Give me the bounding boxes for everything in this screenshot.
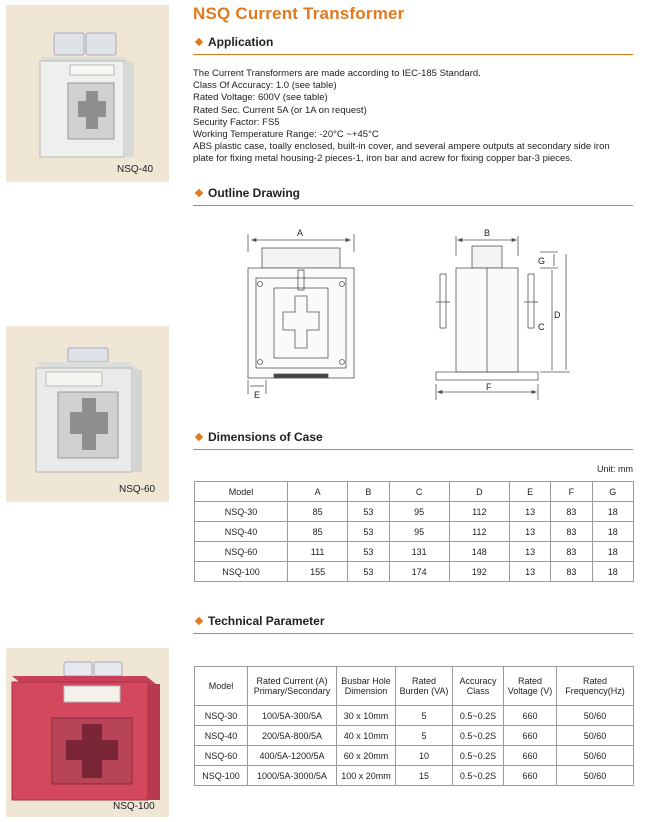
table-cell: 200/5A-800/5A <box>248 726 337 746</box>
table-cell: 660 <box>504 746 557 766</box>
photo-caption-nsq-60: NSQ-60 <box>119 484 156 495</box>
table-header-cell <box>248 667 337 706</box>
current-transformer-icon <box>6 648 169 817</box>
table-header-text: Burden (VA) <box>399 686 449 696</box>
table-cell: 50/60 <box>557 746 634 766</box>
section-divider <box>193 449 633 450</box>
product-photo-column <box>0 0 175 817</box>
application-line: Working Temperature Range: -20°C ~+45°C <box>193 129 379 141</box>
table-cell: 192 <box>449 562 509 582</box>
dimension-label-a: A <box>297 228 304 238</box>
table-cell: 83 <box>551 522 592 542</box>
section-divider <box>193 54 633 55</box>
table-header-text: Rated <box>582 676 608 686</box>
section-heading-text: Application <box>208 35 274 49</box>
product-photo-nsq-100 <box>6 648 169 817</box>
dimension-label-d: D <box>554 310 561 320</box>
application-line: plate for fixing metal housing-2 pieces-1, iron bar and acrew for fixing copper bar-3 pieces. <box>193 153 573 165</box>
table-header-text: Busbar Hole <box>341 676 391 686</box>
table-cell: 660 <box>504 706 557 726</box>
table-header-cell: F <box>551 482 592 502</box>
table-cell: 13 <box>509 502 550 522</box>
application-line: Rated Voltage: 600V (see table) <box>193 92 328 104</box>
section-heading-text: Dimensions of Case <box>208 430 323 444</box>
table-cell: 50/60 <box>557 726 634 746</box>
table-cell: 112 <box>449 502 509 522</box>
table-header-text: Model <box>208 681 234 691</box>
table-cell: 18 <box>592 542 633 562</box>
table-header-row <box>195 482 634 502</box>
table-cell: 53 <box>348 542 389 562</box>
application-text <box>193 68 643 166</box>
table-cell: 1000/5A-3000/5A <box>248 766 337 786</box>
table-cell: 83 <box>551 562 592 582</box>
table-cell: 18 <box>592 502 633 522</box>
table-header-cell: Model <box>195 482 288 502</box>
table-cell: 30 x 10mm <box>337 706 396 726</box>
table-header-cell <box>396 667 453 706</box>
table-cell: 660 <box>504 766 557 786</box>
table-cell: 13 <box>509 562 550 582</box>
table-header-row <box>195 667 634 706</box>
dimension-label-e: E <box>254 390 261 400</box>
table-cell: 112 <box>449 522 509 542</box>
section-heading-text: Technical Parameter <box>208 614 325 628</box>
table-cell: 100 x 20mm <box>337 766 396 786</box>
application-line: The Current Transformers are made according to IEC-185 Standard. <box>193 68 481 79</box>
table-header-text: Frequency(Hz) <box>565 686 625 696</box>
section-heading-text: Outline Drawing <box>208 186 301 200</box>
table-header-cell: C <box>389 482 449 502</box>
table-cell: 83 <box>551 542 592 562</box>
table-cell: 13 <box>509 522 550 542</box>
table-cell: 0.5~0.2S <box>453 746 504 766</box>
section-heading-technical <box>193 614 633 628</box>
current-transformer-icon <box>6 326 169 502</box>
table-header-cell <box>557 667 634 706</box>
photo-caption-nsq-100: NSQ-100 <box>113 801 155 812</box>
table-header-cell <box>504 667 557 706</box>
table-cell: 60 x 20mm <box>337 746 396 766</box>
table-header-cell <box>337 667 396 706</box>
table-cell: NSQ-30 <box>195 706 248 726</box>
table-row <box>195 542 634 562</box>
dimension-label-b: B <box>484 228 491 238</box>
photo-caption-nsq-40: NSQ-40 <box>117 164 154 175</box>
application-line: Class Of Accuracy: 1.0 (see table) <box>193 80 337 92</box>
table-cell: NSQ-30 <box>195 502 288 522</box>
section-heading-dimensions <box>193 430 633 444</box>
dimension-label-f: F <box>486 382 492 392</box>
outline-drawing <box>240 222 580 407</box>
table-cell: 155 <box>288 562 348 582</box>
product-photo-nsq-60 <box>6 326 169 502</box>
table-cell: 5 <box>396 706 453 726</box>
product-photo-nsq-40 <box>6 5 169 182</box>
table-cell: 53 <box>348 502 389 522</box>
section-divider <box>193 205 633 206</box>
diamond-bullet-icon <box>195 189 203 197</box>
table-cell: 50/60 <box>557 766 634 786</box>
application-line: Rated Sec. Current 5A (or 1A on request) <box>193 104 367 116</box>
table-cell: 148 <box>449 542 509 562</box>
section-heading-application <box>193 35 633 49</box>
table-header-text: Rated <box>411 676 437 686</box>
table-cell: NSQ-40 <box>195 726 248 746</box>
table-cell: 53 <box>348 522 389 542</box>
table-cell: 50/60 <box>557 706 634 726</box>
table-row <box>195 522 634 542</box>
application-line: Security Factor: FS5 <box>193 116 280 128</box>
table-header-cell: G <box>592 482 633 502</box>
table-cell: 174 <box>389 562 449 582</box>
table-cell: 100/5A-300/5A <box>248 706 337 726</box>
table-cell: 5 <box>396 726 453 746</box>
table-row <box>195 502 634 522</box>
table-row <box>195 706 634 726</box>
table-cell: 40 x 10mm <box>337 726 396 746</box>
table-header-cell: E <box>509 482 550 502</box>
table-cell: 18 <box>592 562 633 582</box>
table-row <box>195 766 634 786</box>
table-header-cell: B <box>348 482 389 502</box>
table-cell: 10 <box>396 746 453 766</box>
table-cell: 660 <box>504 726 557 746</box>
table-cell: 95 <box>389 522 449 542</box>
table-cell: NSQ-100 <box>195 562 288 582</box>
table-cell: NSQ-60 <box>195 542 288 562</box>
section-divider <box>193 633 633 634</box>
table-header-text: Rated Current (A) <box>256 676 328 686</box>
table-row <box>195 562 634 582</box>
table-cell: 400/5A-1200/5A <box>248 746 337 766</box>
table-cell: 15 <box>396 766 453 786</box>
table-cell: NSQ-100 <box>195 766 248 786</box>
table-header-text: Dimension <box>344 686 388 696</box>
diamond-bullet-icon <box>195 433 203 441</box>
table-header-text: Accuracy <box>459 676 497 686</box>
table-cell: 18 <box>592 522 633 542</box>
dimension-label-c: C <box>538 322 545 332</box>
table-cell: 53 <box>348 562 389 582</box>
table-cell: NSQ-40 <box>195 522 288 542</box>
page-title: NSQ Current Transformer <box>193 4 405 23</box>
table-cell: NSQ-60 <box>195 746 248 766</box>
section-heading-outline <box>193 186 633 200</box>
table-cell: 85 <box>288 502 348 522</box>
table-header-cell: A <box>288 482 348 502</box>
dimension-label-g: G <box>538 256 546 266</box>
current-transformer-icon <box>6 5 169 182</box>
table-header-cell <box>195 667 248 706</box>
table-cell: 0.5~0.2S <box>453 706 504 726</box>
table-row <box>195 746 634 766</box>
table-cell: 111 <box>288 542 348 562</box>
table-header-text: Voltage (V) <box>507 686 553 696</box>
table-cell: 13 <box>509 542 550 562</box>
application-line: ABS plastic case, toally enclosed, built-in cover, and several ampere outputs at secondary side iron <box>193 141 610 153</box>
table-cell: 0.5~0.2S <box>453 726 504 746</box>
table-header-text: Rated <box>517 676 543 686</box>
table-header-cell: D <box>449 482 509 502</box>
table-header-cell <box>453 667 504 706</box>
table-header-text: Class <box>466 686 490 696</box>
table-cell: 131 <box>389 542 449 562</box>
table-header-text: Primary/Secondary <box>253 686 331 696</box>
diamond-bullet-icon <box>195 38 203 46</box>
dimensions-table <box>194 481 634 582</box>
unit-label: Unit: mm <box>597 464 633 474</box>
table-cell: 83 <box>551 502 592 522</box>
table-cell: 0.5~0.2S <box>453 766 504 786</box>
table-cell: 85 <box>288 522 348 542</box>
table-cell: 95 <box>389 502 449 522</box>
table-row <box>195 726 634 746</box>
technical-table <box>194 666 634 786</box>
diamond-bullet-icon <box>195 617 203 625</box>
